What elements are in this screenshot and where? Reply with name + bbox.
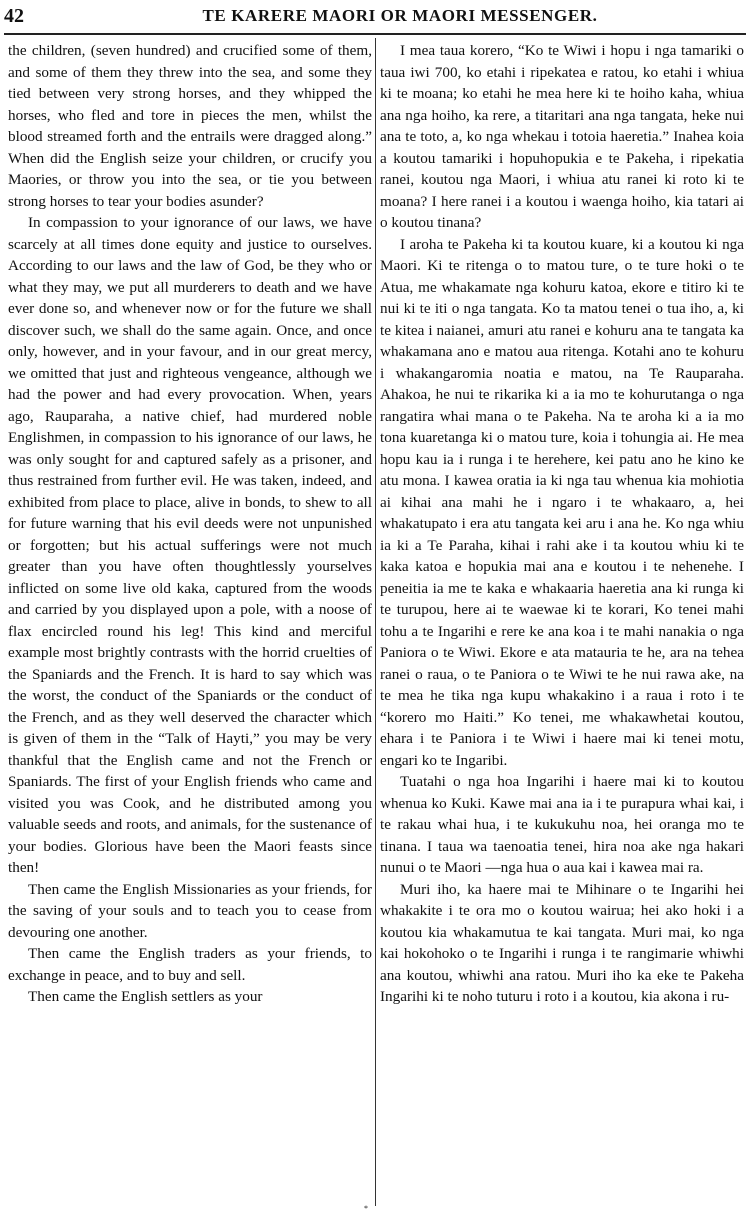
paragraph: Then came the English Missionaries as your friends, for the saving of your souls and to teach you to cease from devouring one another.	[8, 880, 372, 941]
english-column	[8, 40, 372, 1008]
page-header	[4, 3, 746, 33]
running-title: TE KARERE MAORI OR MAORI MESSENGER.	[202, 6, 598, 25]
paragraph: Then came the English settlers as your	[28, 988, 263, 1005]
paragraph: Muri iho, ka haere mai te Mihinare o te Ingarihi hei whakakite i te ora mo o koutou wairua; hei ako hoki i a koutou kia whakamutua te kai tangata. Muri mai, ko nga kai hokohoko o te Ingarihi i runga i te rangimarie whiwhi ana koutou, whiwhi ana ratou. Muri iho ka eke te Pakeha Ingarihi ki te noho tuturu i roto i a koutou, kia akona i ru-	[380, 880, 744, 1005]
paragraph: the children, (seven hundred) and crucified some of them, and some of them they threw into the sea, and some they tied between very strong horses, and they whipped the horses, who fled and tore in pieces the men, whilst the blood streamed forth and the entrails were dragged along.” When did the English seize your children, or crucify you Maories, or throw you into the sea, or tie you between strong horses to tear your bodies asunder?	[8, 42, 372, 210]
column-divider	[375, 38, 376, 1206]
paragraph: Tuatahi o nga hoa Ingarihi i haere mai ki to koutou whenua ko Kuki. Kawe mai ana ia i te purapura whai kai, i te rakau whai hua, i te kukukuhu noa, hei oranga mo te tinana. I taua wa taenoatia tenei, hira noa ake nga hakari nunui o te Maori —nga hua o aua kai i kawea mai ra.	[380, 773, 744, 876]
paragraph: Then came the English traders as your friends, to exchange in peace, and to buy and sell.	[8, 945, 372, 984]
header-rule	[4, 33, 746, 35]
bottom-mark: *	[364, 1204, 368, 1213]
paragraph: In compassion to your ignorance of our laws, we have scarcely at all times done equity and justice to ourselves. According to our laws and the law of God, be they who or what they may, we put all murderers to death and we have ever done so, and whenever now or for the future we shall discover such, we shall do the same again. Once, and once only, however, and in your favour, and in our great mercy, we omitted that just and righteous vengeance, although we had the power and had every provocation. When, years ago, Rauparaha, a native chief, had murdered noble Englishmen, in compassion to his ignorance of our laws, he was only sought for and captured safely as a prisoner, and thus restrained from further evil. He was taken, indeed, and exhibited from place to place, alive in bonds, to shew to all for future warning that his evil deeds were not unpunished or forgotten; but his actual sufferings were not much greater than you have often thoughtlessly yourselves inflicted on some live old kaka, captured from the woods and carried by you displayed upon a pole, with a noose of flax encircled round his leg! This kind and merciful example most brightly contrasts with the horrid cruelties of the Spaniards and the French. It is hard to say which was the worst, the conduct of the Spaniards or the conduct of the French, and as they well deserved the character which is given of them in the “Talk of Hayti,” you may be very thankful that the English came and not the French or Spaniards. The first of your English friends who came and visited you was Cook, and he distributed among you valuable seeds and roots, and animals, for the sustenance of your bodies. Glorious have been the Maori feasts since then!	[8, 214, 372, 876]
paragraph: I mea taua korero, “Ko te Wiwi i hopu i nga tamariki o taua iwi 700, ko etahi i ripekatea e ratou, ko etahi i whiua ki te moana; ko etahi he mea here ki te hoiho kaha, whiua ana nga hoiho, ka rere, a titaritari ana nga tangata, heke nui ana te toto, a, ko nga whekau i totoia haeretia.” Inahea koia a koutou tamariki i hopuhopukia e te Pakeha, i ripekatia ranei, koutou nga Maori, i whiua atu ranei ki roto ki te moana? I here ranei i a koutou i waenga hoiho, kia tatari ai o koutou tinana?	[380, 42, 744, 231]
maori-column	[380, 40, 744, 1008]
paragraph: I aroha te Pakeha ki ta koutou kuare, ki a koutou ki nga Maori. Ki te ritenga o to matou ture, o te ture hoki o te Atua, me whakamate nga kohuru katoa, ekore e titiro ki te nui ki te iti o nga tangata. Ko ta matou tenei o tua iho, a, ki te kitea i naianei, amuri atu ranei e kohuru ana te tangata ka whakamana ano e matou aua ritenga. Kotahi ano te kohuru i whakangaromia noatia e matou, na Te Rauparaha. Ahakoa, he nui te rikarika ki a ia mo te kohurutanga o nga rangatira whai mana o te Pakeha. Na te aroha ki a ia mo tona kuaretanga ki o matou ture, koia i tohungia ai. He mea hopu kau ia i runga i te herehere, kei patu ano he kino ke atu mona. I kawea oratia ia ki nga tau whenua kia mohiotia ai kihai ana mahi he i ngaro i te whakaaro, a, hei whakatupato i era atu tangata kei aru i ana he. Ko nga whiu ia ki a Te Paraha, kihai i rahi ake i ta koutou whiu ki te kaka katoa e hopukia mai ana e koutou i te nehenehe. I peneitia ia me te kaka e whakaaria haeretia ana ki runga ki te turupou, here ai te waewae ki te korari, Ko tenei mahi tohu a te Ingarihi e rere ke ana koa i te mahi nanakia o nga Paniora o te Wiwi. Ekore e ata matauria te he, ara na tehea ranei o raua, o te Paniora o te Wiwi te he nui rawa ake, na te mea he tika nga kupu whakakino i a raua i roto i te “korero mo Haiti.” Ko tenei, me whakawhetai koutou, ehara i te Paniora i te Wiwi i haere mai ki tenei motu, engari ko te Ingaribi.	[380, 235, 744, 769]
page-number: 42	[4, 5, 24, 27]
